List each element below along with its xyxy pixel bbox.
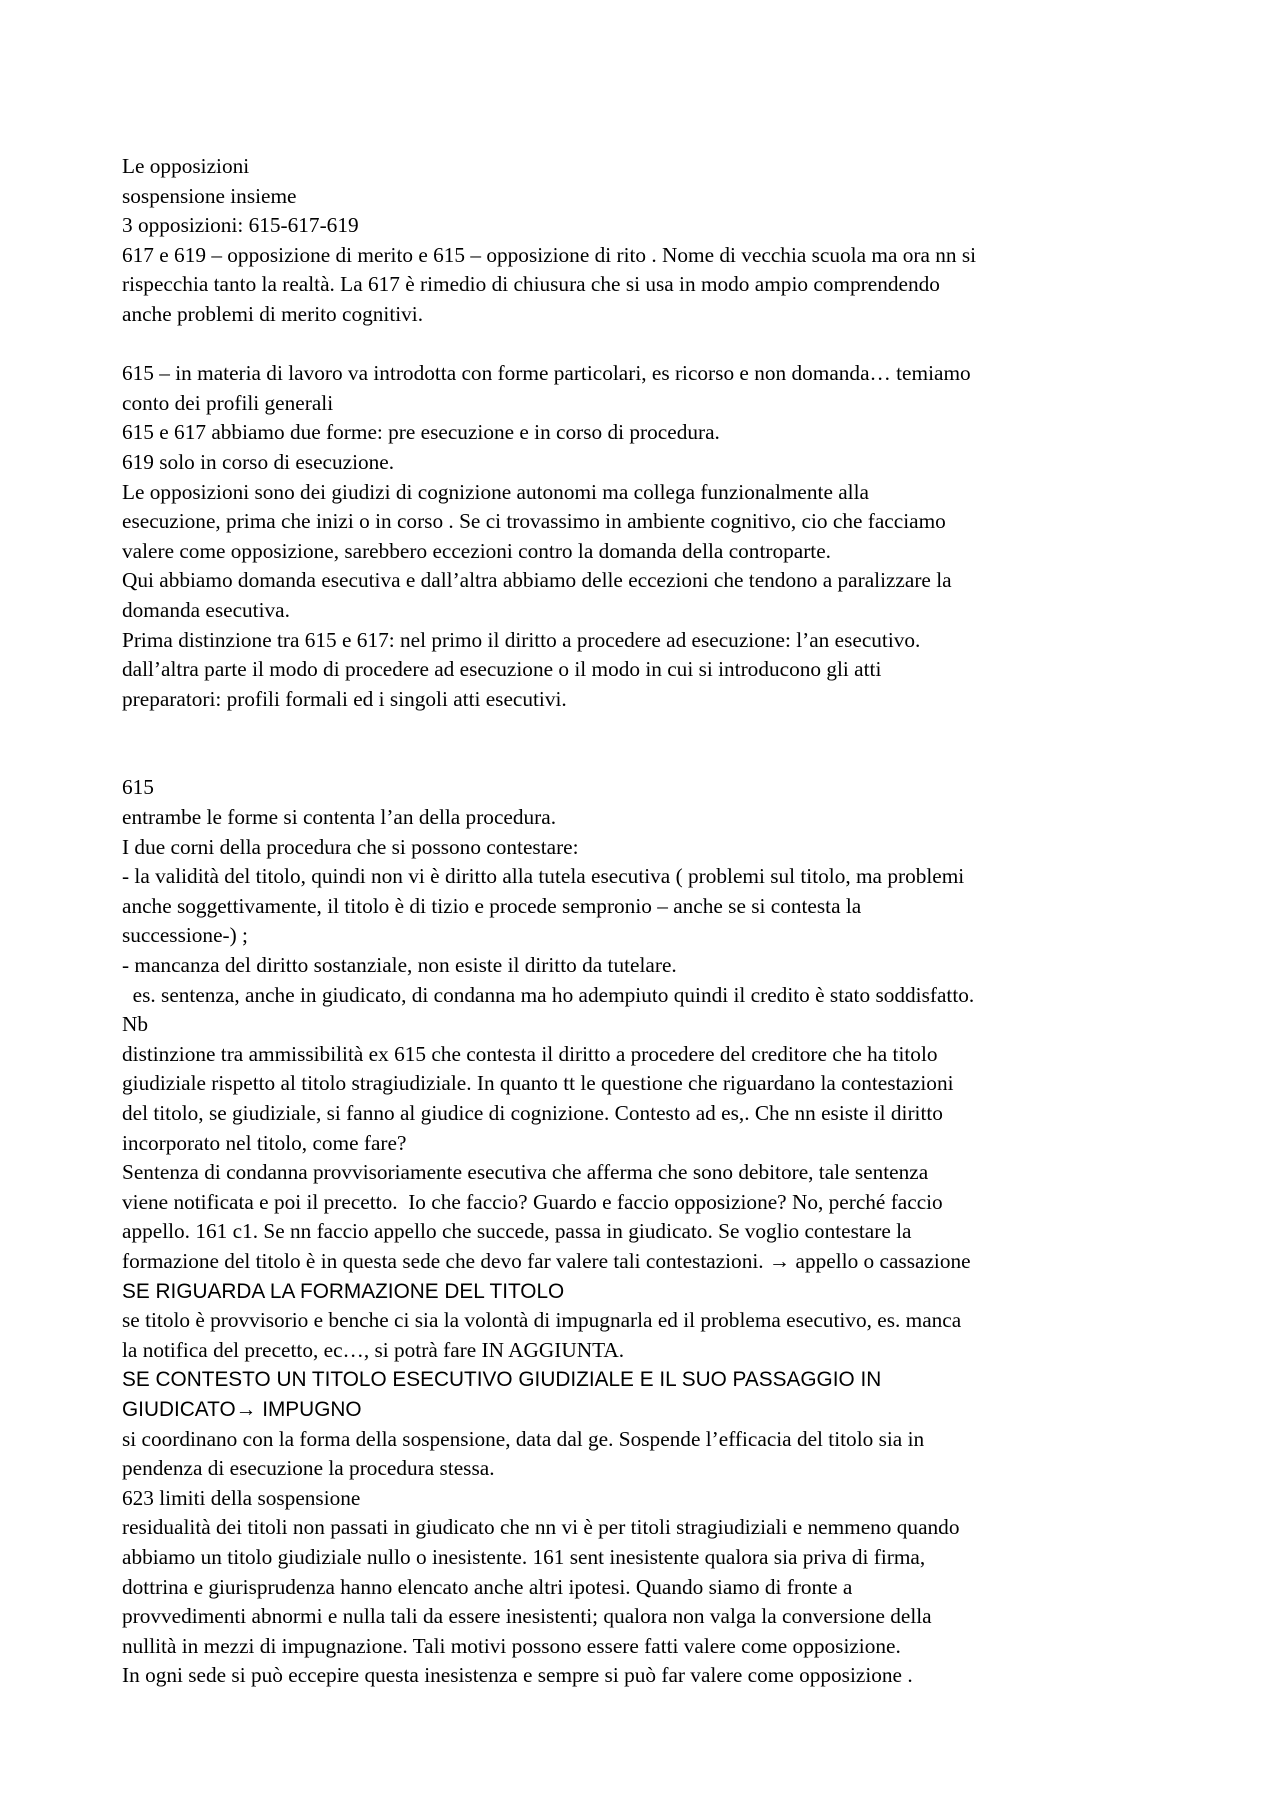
text-line: es. sentenza, anche in giudicato, di condanna ma ho adempiuto quindi il credito è stato soddisfatto. xyxy=(122,982,975,1007)
text-line: conto dei profili generali xyxy=(122,390,334,415)
text-line: Nb xyxy=(122,1012,149,1037)
text-line: 619 solo in corso di esecuzione. xyxy=(122,449,395,474)
text-line: rispecchia tanto la realtà. La 617 è rimedio di chiusura che si usa in modo ampio comprendendo xyxy=(122,272,940,297)
text-line: incorporato nel titolo, come fare? xyxy=(122,1130,407,1155)
text-line: si coordinano con la forma della sospensione, data dal ge. Sospende l’efficacia del titolo sia in xyxy=(122,1426,925,1451)
text-line: anche soggettivamente, il titolo è di tizio e procede sempronio – anche se si contesta la xyxy=(122,893,862,918)
text-line: nullità in mezzi di impugnazione. Tali motivi possono essere fatti valere come opposizione. xyxy=(122,1633,901,1658)
text-line: distinzione tra ammissibilità ex 615 che contesta il diritto a procedere del creditore che ha titolo xyxy=(122,1041,938,1066)
text-line: residualità dei titoli non passati in giudicato che nn vi è per titoli stragiudiziali e nemmeno quando xyxy=(122,1515,960,1540)
text-line: del titolo, se giudiziale, si fanno al giudice di cognizione. Contesto ad es,. Che nn esiste il diritto xyxy=(122,1101,943,1125)
text-line: giudiziale rispetto al titolo stragiudiziale. In quanto tt le questione che riguardano la contestazioni xyxy=(122,1071,954,1096)
text-line: esecuzione, prima che inizi o in corso . Se ci trovassimo in ambiente cognitivo, cio che facciamo xyxy=(122,509,946,534)
text-line: appello. 161 c1. Se nn faccio appello che succede, passa in giudicato. Se voglio contestare la xyxy=(122,1219,912,1244)
text-line: Qui abbiamo domanda esecutiva e dall’altra abbiamo delle eccezioni che tendono a paralizzare la xyxy=(122,568,952,593)
text-line: provvedimenti abnormi e nulla tali da essere inesistenti; qualora non valga la conversione della xyxy=(122,1604,932,1629)
text-line: domanda esecutiva. xyxy=(122,597,290,622)
text-line: valere come opposizione, sarebbero eccezioni contro la domanda della controparte. xyxy=(122,538,831,563)
text-line: 3 opposizioni: 615-617-619 xyxy=(122,213,359,238)
text-line: In ogni sede si può eccepire questa inesistenza e sempre si può far valere come opposizione . xyxy=(122,1663,913,1688)
text-line: formazione del titolo è in questa sede che devo far valere tali contestazioni. → appello o cassazione xyxy=(122,1248,971,1273)
text-line: 617 e 619 – opposizione di merito e 615 – opposizione di rito . Nome di vecchia scuola ma ora nn si xyxy=(122,242,977,267)
text-line: dall’altra parte il modo di procedere ad esecuzione o il modo in cui si introducono gli atti xyxy=(122,657,882,682)
blank-line xyxy=(122,744,1182,774)
text-line: - mancanza del diritto sostanziale, non esiste il diritto da tutelare. xyxy=(122,953,677,978)
text-line: 623 limiti della sospensione xyxy=(122,1485,361,1510)
text-line: successione-) ; xyxy=(122,923,248,948)
text-line: entrambe le forme si contenta l’an della procedura. xyxy=(122,805,557,830)
document-page xyxy=(122,152,1182,1691)
text-line: I due corni della procedura che si possono contestare: xyxy=(122,834,579,859)
text-line: viene notificata e poi il precetto. Io che faccio? Guardo e faccio opposizione? No, perché faccio xyxy=(122,1189,943,1214)
text-line: Le opposizioni xyxy=(122,154,250,178)
blank-line xyxy=(122,330,1182,360)
text-line: Sentenza di condanna provvisoriamente esecutiva che afferma che sono debitore, tale sentenza xyxy=(122,1160,929,1185)
text-line: se titolo è provvisorio e benche ci sia la volontà di impugnarla ed il problema esecutivo, es. manca xyxy=(122,1308,962,1333)
heading-caps-line: SE CONTESTO UN TITOLO ESECUTIVO GIUDIZIALE E IL SUO PASSAGGIO IN xyxy=(122,1368,882,1392)
text-line: sospensione insieme xyxy=(122,183,297,208)
heading-caps-line: SE RIGUARDA LA FORMAZIONE DEL TITOLO xyxy=(122,1279,565,1303)
text-line: - la validità del titolo, quindi non vi è diritto alla tutela esecutiva ( problemi sul titolo, ma problemi xyxy=(122,864,965,889)
heading-caps-line: GIUDICATO→ IMPUGNO xyxy=(122,1397,362,1421)
blank-line xyxy=(122,714,1182,744)
text-line: 615 e 617 abbiamo due forme: pre esecuzione e in corso di procedura. xyxy=(122,420,720,445)
text-line: pendenza di esecuzione la procedura stessa. xyxy=(122,1456,495,1481)
text-line: abbiamo un titolo giudiziale nullo o inesistente. 161 sent inesistente qualora sia priva di firma, xyxy=(122,1544,926,1569)
text-line: la notifica del precetto, ec…, si potrà fare IN AGGIUNTA. xyxy=(122,1337,625,1362)
text-line: dottrina e giurisprudenza hanno elencato anche altri ipotesi. Quando siamo di fronte a xyxy=(122,1574,853,1599)
text-line: anche problemi di merito cognitivi. xyxy=(122,301,424,326)
text-line: 615 xyxy=(122,775,154,800)
text-line: Le opposizioni sono dei giudizi di cognizione autonomi ma collega funzionalmente alla xyxy=(122,479,869,504)
text-line: 615 – in materia di lavoro va introdotta con forme particolari, es ricorso e non domanda… temiamo xyxy=(122,361,971,386)
text-line: Prima distinzione tra 615 e 617: nel primo il diritto a procedere ad esecuzione: l’an esecutivo. xyxy=(122,627,921,652)
text-line: preparatori: profili formali ed i singoli atti esecutivi. xyxy=(122,686,567,711)
